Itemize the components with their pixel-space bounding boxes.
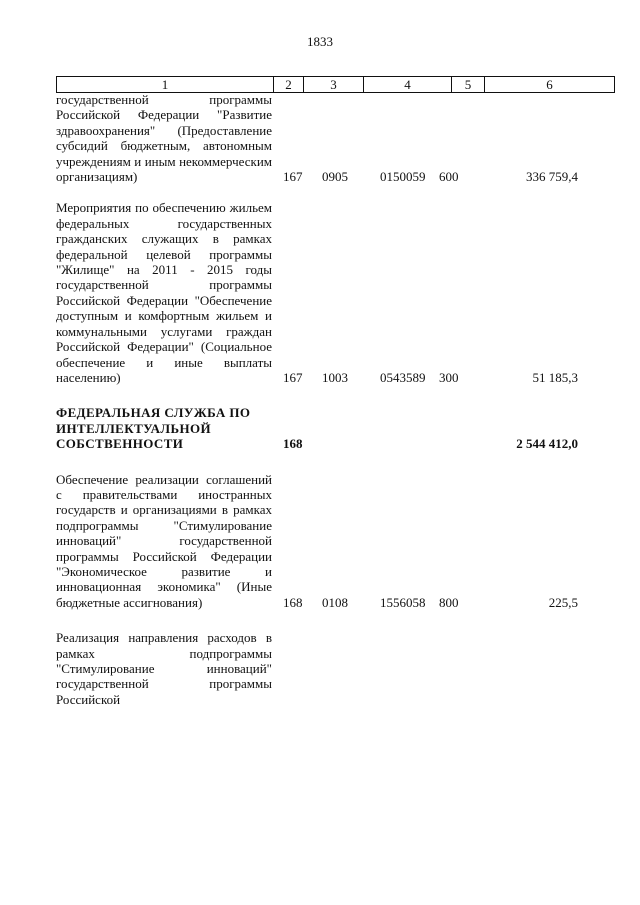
- row-amount: 2 544 412,0: [516, 436, 578, 452]
- row-expense-type-code: 300: [439, 369, 459, 385]
- row-section-code: 1003: [322, 369, 348, 385]
- column-header-1: 1: [57, 77, 274, 93]
- table-row: [56, 472, 584, 611]
- row-amount: 225,5: [548, 594, 578, 610]
- row-description: [56, 405, 272, 451]
- agency-title-line: ФЕДЕРАЛЬНАЯ СЛУЖБА ПО: [56, 405, 251, 421]
- row-description: Реализация направления расходов в рамках подпрограммы "Стимулирование инноваций" государственной программы Российской: [56, 630, 272, 707]
- budget-rows: [56, 92, 584, 727]
- page-number: 1833: [307, 34, 333, 49]
- row-ministry-code: 167: [283, 169, 303, 185]
- row-target-article-code: 0543589: [380, 369, 426, 385]
- column-header-6: 6: [485, 77, 615, 93]
- column-header-5: 5: [452, 77, 485, 93]
- row-section-code: 0905: [322, 169, 348, 185]
- row-ministry-code: 168: [283, 436, 303, 452]
- row-amount: 336 759,4: [526, 169, 578, 185]
- table-row: [56, 405, 584, 451]
- row-ministry-code: 168: [283, 594, 303, 610]
- column-header-4: 4: [364, 77, 452, 93]
- row-expense-type-code: 800: [439, 594, 459, 610]
- row-description: государственной программы Российской Федерации "Развитие здравоохранения" (Предоставление субсидий бюджетным, автономным учреждениям и иным некоммерческим организациям): [56, 92, 272, 185]
- table-row: [56, 630, 584, 707]
- row-target-article-code: 0150059: [380, 169, 426, 185]
- row-amount: 51 185,3: [532, 369, 578, 385]
- column-header-table: [56, 76, 615, 93]
- table-row: [56, 200, 584, 385]
- row-description: Обеспечение реализации соглашений с правительствами иностранных государств и организациями в рамках подпрограммы "Стимулирование инноваций" государственной программы Российской Федерации "Экономическое развитие и инновационная экономика" (Иные бюджетные ассигнования): [56, 471, 272, 610]
- row-target-article-code: 1556058: [380, 594, 426, 610]
- row-expense-type-code: 600: [439, 169, 459, 185]
- column-header-2: 2: [274, 77, 304, 93]
- column-header-row: [57, 77, 615, 93]
- row-section-code: 0108: [322, 594, 348, 610]
- row-description: Мероприятия по обеспечению жильем федеральных государственных гражданских служащих в рамках федеральной целевой программы "Жилище" на 2011 - 2015 годы государственной программы Российской Федерации "Обеспечение доступным и комфортным жильем и коммунальными услугами граждан Российской Федерации" (Социальное обеспечение и иные выплаты населению): [56, 200, 272, 385]
- agency-title-line: СОБСТВЕННОСТИ: [56, 436, 184, 452]
- agency-title-line: ИНТЕЛЛЕКТУАЛЬНОЙ: [56, 420, 211, 436]
- row-ministry-code: 167: [283, 369, 303, 385]
- column-header-3: 3: [304, 77, 364, 93]
- table-row: [56, 92, 584, 184]
